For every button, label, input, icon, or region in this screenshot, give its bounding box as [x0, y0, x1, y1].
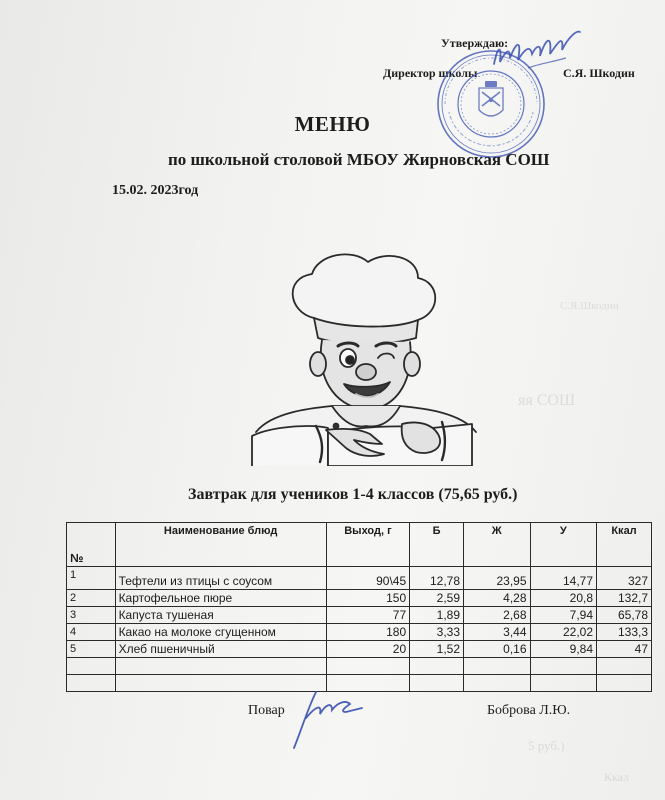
dish-name: Капуста тушеная	[115, 607, 326, 624]
dish-fats: 23,95	[464, 567, 531, 590]
dish-kcal: 133,3	[597, 624, 652, 641]
chef-illustration	[232, 248, 494, 466]
dish-proteins: 3,33	[410, 624, 464, 641]
table-row	[67, 590, 652, 607]
empty-cell	[464, 675, 531, 692]
dish-output: 20	[326, 641, 409, 658]
bleed-through-text: С.Я.Шкодин	[560, 300, 619, 312]
column-header-carbs: У	[530, 523, 597, 567]
empty-cell	[464, 658, 531, 675]
table-row-empty	[67, 658, 652, 675]
dish-output: 90\45	[326, 567, 409, 590]
row-number: 1	[67, 567, 116, 590]
cook-signature	[286, 684, 366, 754]
cook-label: Повар	[248, 703, 285, 718]
director-label: Директор школы	[383, 66, 478, 80]
dish-carbs: 9,84	[530, 641, 597, 658]
empty-cell	[597, 675, 652, 692]
dish-output: 180	[326, 624, 409, 641]
bleed-through-text: 5 руб.)	[528, 738, 565, 753]
row-number: 2	[67, 590, 116, 607]
table-row	[67, 624, 652, 641]
dish-kcal: 132,7	[597, 590, 652, 607]
approval-label: Утверждаю:	[441, 36, 509, 50]
empty-cell	[67, 658, 116, 675]
empty-cell	[530, 658, 597, 675]
dish-name: Хлеб пшеничный	[115, 641, 326, 658]
dish-fats: 2,68	[464, 607, 531, 624]
page-title: МЕНЮ	[294, 112, 371, 136]
director-name: С.Я. Шкодин	[563, 66, 635, 80]
row-number: 3	[67, 607, 116, 624]
school-name: по школьной столовой МБОУ Жирновская СОШ	[168, 150, 550, 169]
dish-kcal: 65,78	[597, 607, 652, 624]
empty-cell	[115, 658, 326, 675]
table-row	[67, 567, 652, 590]
menu-date: 15.02. 2023год	[112, 183, 199, 198]
column-header-fats: Ж	[464, 523, 531, 567]
table-row	[67, 641, 652, 658]
column-header-number: №	[67, 523, 116, 567]
dish-proteins: 1,52	[410, 641, 464, 658]
dish-fats: 3,44	[464, 624, 531, 641]
dish-output: 150	[326, 590, 409, 607]
dish-fats: 4,28	[464, 590, 531, 607]
meal-title: Завтрак для учеников 1-4 классов (75,65 руб.)	[188, 486, 518, 503]
bleed-through-text: Ккал	[604, 770, 630, 784]
column-header-proteins: Б	[410, 523, 464, 567]
director-signature	[488, 24, 584, 76]
empty-cell	[597, 658, 652, 675]
column-header-kcal: Ккал	[597, 523, 652, 567]
empty-cell	[410, 658, 464, 675]
dish-carbs: 20,8	[530, 590, 597, 607]
bleed-through-text: яя СОШ	[518, 392, 576, 409]
row-number: 5	[67, 641, 116, 658]
column-header-output: Выход, г	[326, 523, 409, 567]
menu-table	[66, 522, 652, 692]
dish-kcal: 327	[597, 567, 652, 590]
dish-carbs: 7,94	[530, 607, 597, 624]
table-header-row	[67, 523, 652, 567]
column-header-dish: Наименование блюд	[115, 523, 326, 567]
dish-proteins: 2,59	[410, 590, 464, 607]
dish-name: Картофельное пюре	[115, 590, 326, 607]
empty-cell	[410, 675, 464, 692]
empty-cell	[530, 675, 597, 692]
empty-cell	[67, 675, 116, 692]
dish-kcal: 47	[597, 641, 652, 658]
dish-name: Тефтели из птицы с соусом	[115, 567, 326, 590]
table-row	[67, 607, 652, 624]
dish-fats: 0,16	[464, 641, 531, 658]
dish-carbs: 22,02	[530, 624, 597, 641]
dish-name: Какао на молоке сгущенном	[115, 624, 326, 641]
dish-carbs: 14,77	[530, 567, 597, 590]
row-number: 4	[67, 624, 116, 641]
cook-name: Боброва Л.Ю.	[487, 703, 571, 718]
dish-proteins: 1,89	[410, 607, 464, 624]
empty-cell	[326, 658, 409, 675]
dish-proteins: 12,78	[410, 567, 464, 590]
dish-output: 77	[326, 607, 409, 624]
